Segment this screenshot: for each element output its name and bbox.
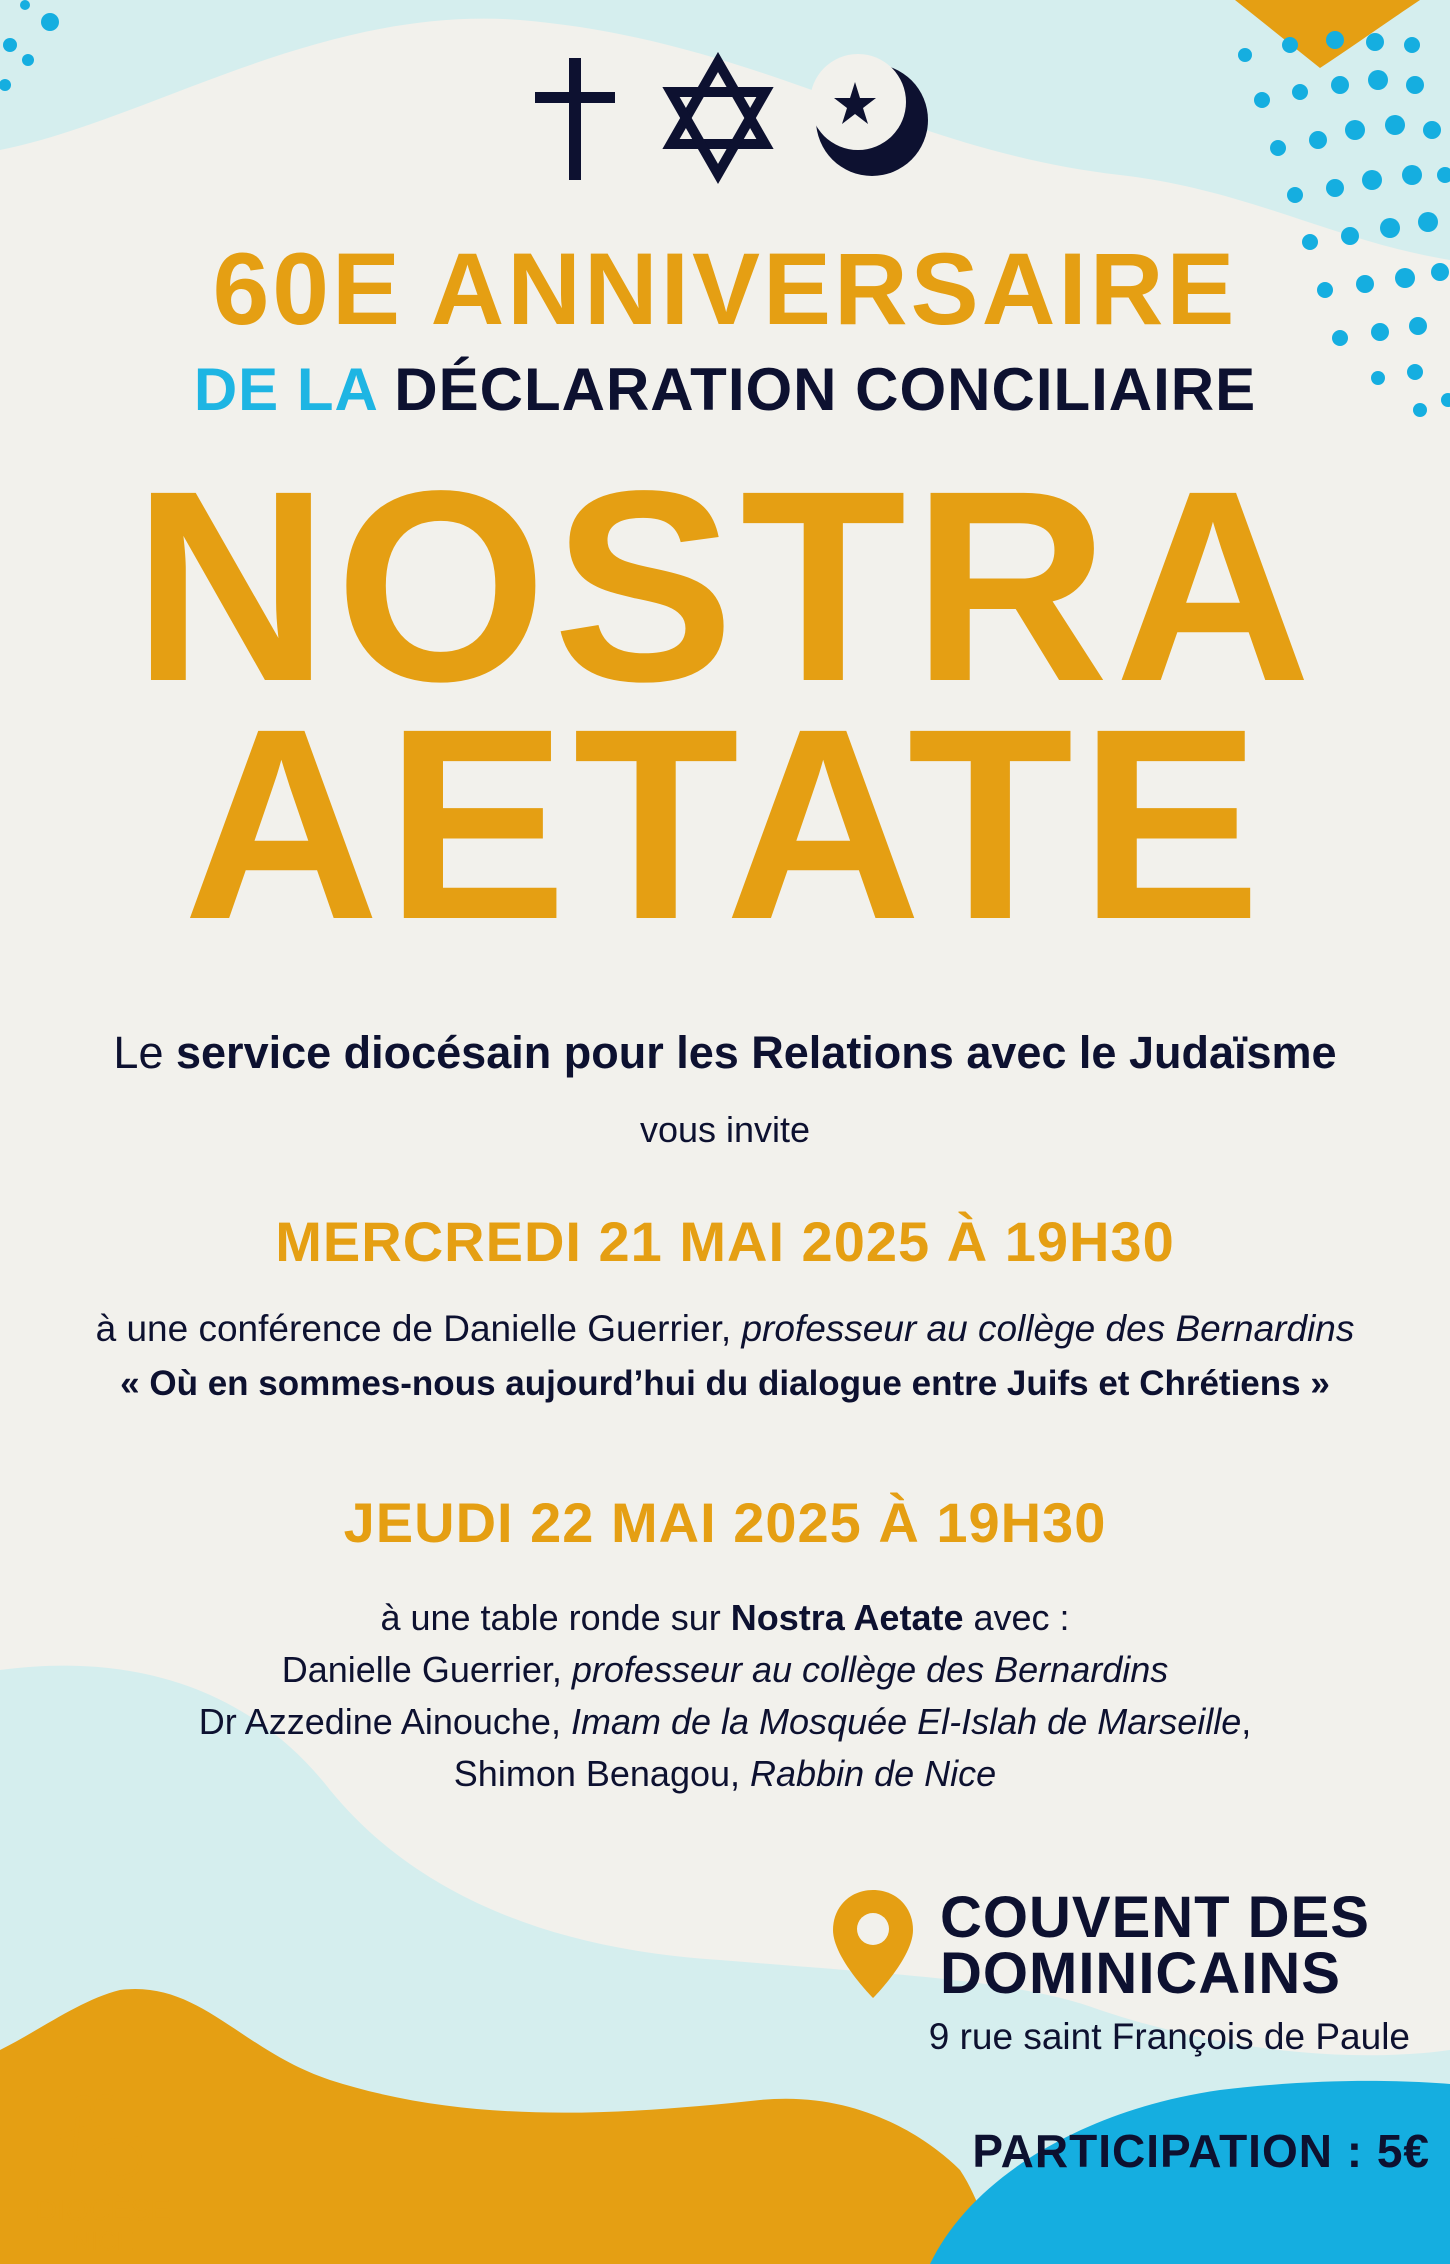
service-name: service diocésain pour les Relations avec le Judaïsme [176,1027,1337,1078]
event2-date: JEUDI 22 MAI 2025 À 19H30 [343,1491,1107,1554]
invite-line: vous invite [639,1109,811,1150]
event2-intro-bold: Nostra Aetate [730,1597,964,1638]
event1-conference-role: professeur au collège des Bernardins [741,1308,1355,1349]
speaker-2 [0,1696,1450,1748]
anniversary-heading: 60E ANNIVERSAIRE [212,232,1238,346]
service-line [0,1027,1450,1078]
religious-symbols [0,52,1450,192]
speaker-3 [0,1748,1450,1800]
title-aetate: AETATE [183,672,1267,976]
declaration-main: DÉCLARATION CONCILIAIRE [394,356,1257,423]
venue-address: 9 rue saint François de Paule [928,2016,1410,2057]
venue-line2: DOMINICAINS [940,1941,1341,2006]
event2-intro-prefix: à une table ronde sur [380,1597,721,1638]
event1-conference-prefix: à une conférence de Danielle Guerrier, [95,1308,732,1349]
speaker-2-name: Dr Azzedine Ainouche, [198,1701,561,1742]
service-prefix: Le [113,1027,164,1078]
speaker-1-role: professeur au collège des Bernardins [571,1649,1169,1690]
crescent-star-icon [810,54,928,176]
location-pin-icon [830,1888,916,2000]
declaration-prefix: DE LA [193,356,377,423]
diocese-logo-icon [28,2078,178,2193]
title-nostra: NOSTRA [132,434,1318,738]
event2-intro [0,1592,1450,1644]
speaker-3-role: Rabbin de Nice [750,1753,997,1794]
event2-details [0,1592,1450,1800]
event1-conference [0,1310,1450,1347]
venue-name [940,1885,1440,2006]
speaker-2-role: Imam de la Mosquée El-Islah de Marseille [570,1701,1242,1742]
speaker-3-name: Shimon Benagou, [453,1753,741,1794]
event1-date: MERCREDI 21 MAI 2025 À 19H30 [275,1210,1175,1273]
latin-cross-icon [535,58,615,180]
event1-topic: « Où en sommes-nous aujourd’hui du dialogue entre Juifs et Chrétiens » [120,1364,1330,1403]
participation-price: PARTICIPATION : 5€ [972,2125,1430,2177]
venue-line1: COUVENT DES [940,1885,1370,1950]
star-of-david-icon [671,62,765,174]
logo-line1: DIOCÈSE [35,2194,171,2227]
event2-intro-suffix: avec : [973,1597,1070,1638]
logo-line2: NICE [71,2226,135,2256]
speaker-2-trail: , [1241,1701,1252,1742]
speaker-1-name: Danielle Guerrier, [281,1649,562,1690]
speaker-1 [0,1644,1450,1696]
declaration-heading [0,356,1450,423]
diocese-logo [28,2078,178,2258]
